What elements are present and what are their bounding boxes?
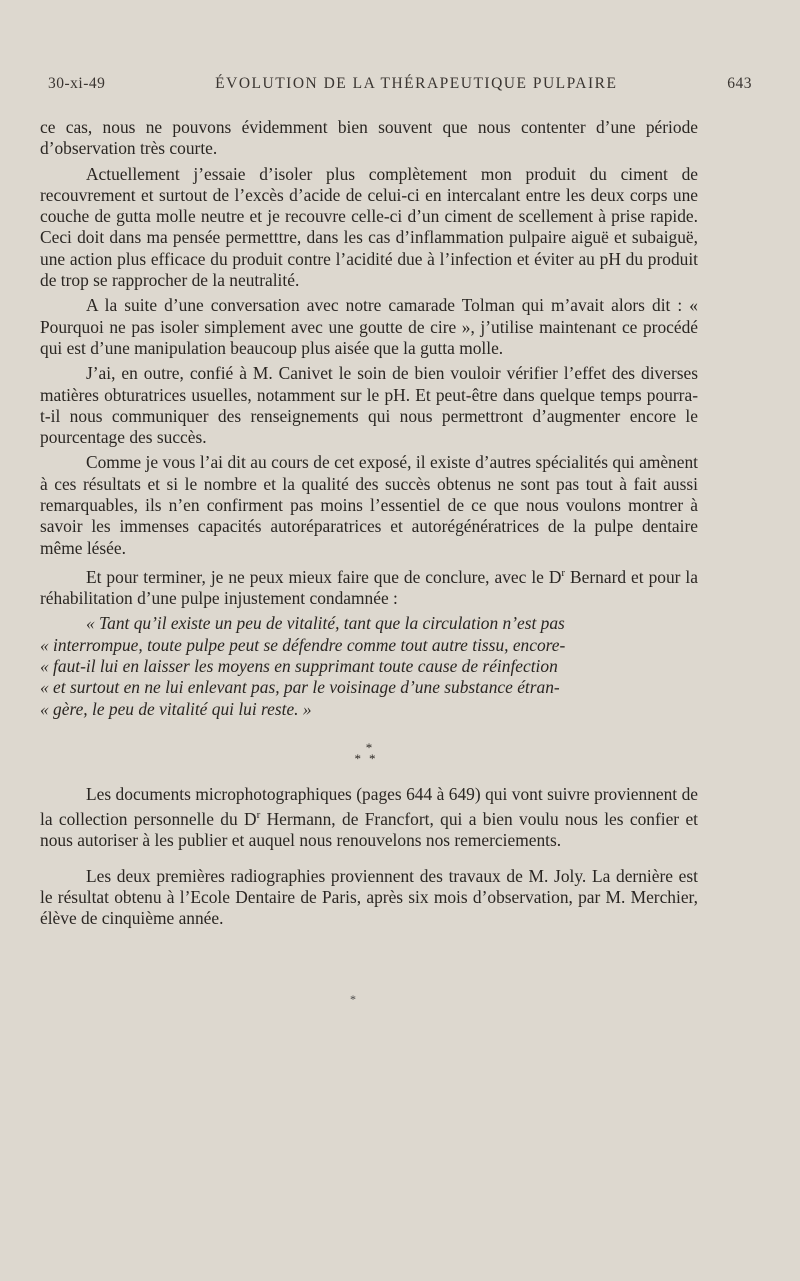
title-abbrev: r [256, 809, 261, 822]
paragraph: Comme je vous l’ai dit au cours de cet exposé, il existe d’autres spécialités qui amènent à ces résultats et si le nombre et la qualité des succès obtenus ne sont pas tout à fait aussi remarquables, ils n’en confirment pas moins l’essentiel de ce que nous voulons montrer à savoir les immenses capacités autoréparatrices et autorégénératrices de la pulpe dentaire même lésée. [40, 452, 698, 558]
body-text [40, 117, 698, 929]
conclusion-text: Et pour terminer, je ne peux mieux faire que de conclure, avec le D [86, 566, 562, 587]
paragraph: ce cas, nous ne pouvons évidemment bien souvent que nous contenter d’une période d’observation très courte. [40, 117, 698, 159]
title-abbrev: r [561, 566, 566, 579]
quote-line: « et surtout en ne lui enlevant pas, par le voisinage d’une substance étran- [40, 677, 560, 698]
documents-note-text: Les documents microphotographiques (pages 644 à 649) qui vont suivre proviennent de la collection personnelle du D [40, 783, 698, 829]
asterism-bottom [40, 750, 698, 766]
quote-line: « interrompue, toute pulpe peut se défendre comme tout autre tissu, encore- [40, 634, 566, 655]
quote-line: « faut-il lui en laisser les moyens en supprimant toute cause de réinfection [40, 655, 558, 676]
asterism-left: * [354, 750, 369, 766]
paragraph: Actuellement j’essaie d’isoler plus complètement mon produit du ciment de recouvrement et surtout de l’excès d’acide de celui-ci en intercalant entre les deux corps une couche de gutta molle neutre et je recouvre celle-ci d’un ciment de scellement à prise rapide. Ceci doit dans ma pensée permetttre, dans les cas d’inflammation pulpaire aiguë et subaiguë, une action plus efficace du produit contre l’acidité due à l’infection et éviter au pH du produit de trop se rapprocher de la neutralité. [40, 163, 698, 291]
page-number: 643 [727, 75, 752, 92]
conclusion-paragraph [40, 563, 698, 609]
end-mark [350, 992, 356, 1006]
asterism-top: * [365, 739, 373, 755]
conclusion-text-end: Bernard et pour la réhabilitation d’une pulpe injustement condamnée : [40, 566, 698, 609]
documents-note-text-end: Hermann, de Francfort, qui a bien voulu nous les confier et nous autoriser à les publier et auquel nous renouvelons nos remerciements. [40, 808, 698, 851]
quote-line: « Tant qu’il existe un peu de vitalité, tant que la circulation n’est pas [86, 613, 565, 634]
header-date: 30-xi-49 [48, 75, 106, 92]
quote-line: « gère, le peu de vitalité qui lui reste. » [40, 698, 312, 719]
header-title: ÉVOLUTION DE LA THÉRAPEUTIQUE PULPAIRE [215, 75, 618, 92]
end-mark-star: * [350, 992, 356, 1006]
paragraph: J’ai, en outre, confié à M. Canivet le soin de bien vouloir vérifier l’effet des diverses matières obturatrices usuelles, notamment sur le pH. Et peut-être dans quelque temps pourra-t-il nous communiquer des renseignements qui nous permettront d’augmenter encore le pourcentage des succès. [40, 363, 698, 448]
asterism-right: * [369, 750, 384, 766]
section-break-asterism [40, 739, 698, 766]
documents-note [40, 784, 698, 852]
running-header [48, 75, 752, 93]
paragraph: A la suite d’une conversation avec notre camarade Tolman qui m’avait alors dit : « Pourquoi ne pas isoler simplement avec une goutte de cire », j’utilise maintenant ce procédé qui est d’une manipulation beaucoup plus aisée que la gutta molle. [40, 295, 698, 358]
radiographs-note: Les deux premières radiographies proviennent des travaux de M. Joly. La dernière est le résultat obtenu à l’Ecole Dentaire de Paris, après six mois d’observation, par M. Merchier, élève de cinquième année. [40, 865, 698, 929]
quotation [40, 613, 698, 719]
